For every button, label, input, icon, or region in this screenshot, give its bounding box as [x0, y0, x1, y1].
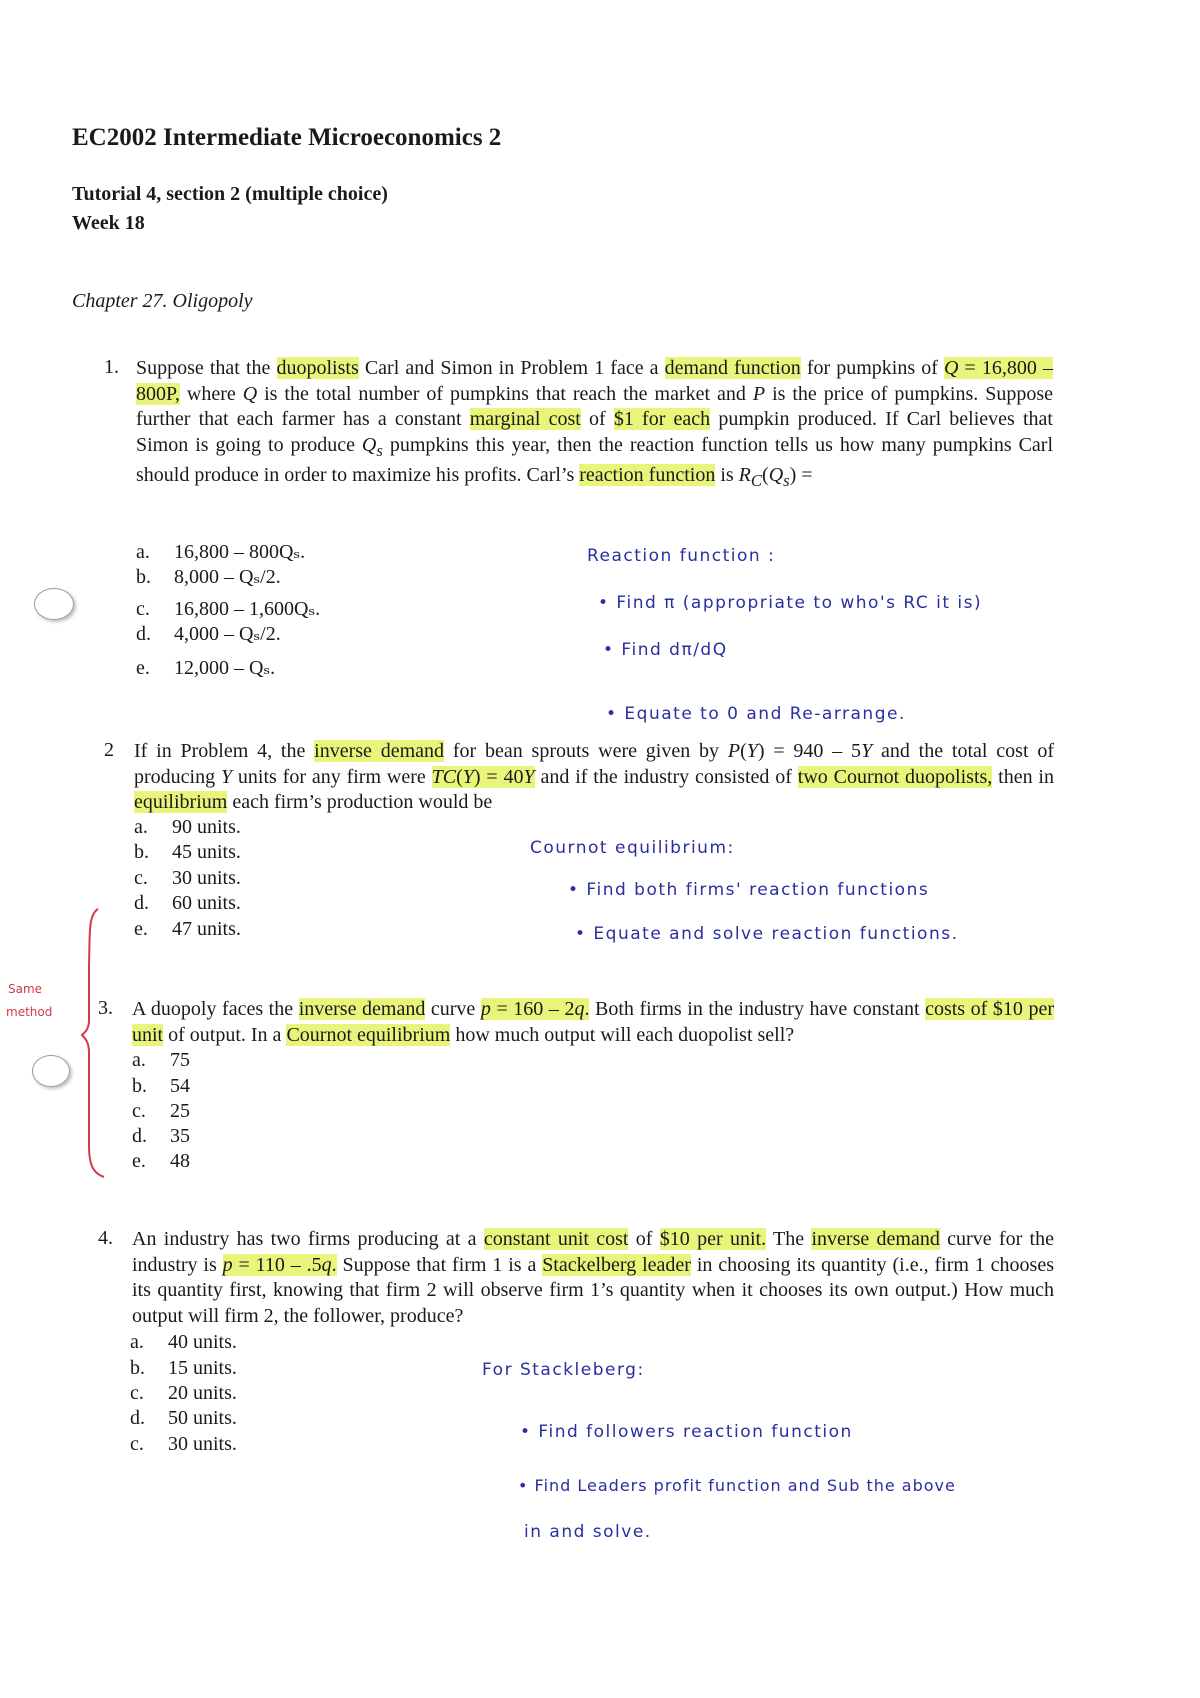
note-q4-line-2: • Find followers reaction function: [520, 1422, 853, 1442]
note-q2-line-2: • Find both firms' reaction functions: [568, 880, 930, 900]
course-title: EC2002 Intermediate Microeconomics 2: [72, 124, 502, 151]
note-q4-line-1: For Stackleberg:: [482, 1360, 645, 1380]
q1-option-d[interactable]: d. 4,000 – Qₛ/2.: [136, 623, 281, 645]
note-q1-line-4: • Equate to 0 and Re-arrange.: [606, 704, 906, 724]
q4-option-d[interactable]: d. 50 units.: [130, 1407, 237, 1429]
q2-option-e[interactable]: e. 47 units.: [134, 918, 241, 940]
question-1-number: 1.: [104, 356, 119, 378]
q2-option-a[interactable]: a. 90 units.: [134, 816, 241, 838]
chapter-heading: Chapter 27. Oligopoly: [72, 290, 253, 312]
question-4-text: An industry has two firms producing at a constant unit cost of $10 per unit. The inverse demand curve for the industry is p = 110 – .5q. Suppose that firm 1 is a Stackelberg leader in choosing its quantity (i.e., firm 1 chooses its quantity first, knowing that firm 2 will observe firm 1’s quantity when it chooses its own output.) How much output will firm 2, the follower, produce?: [132, 1228, 1054, 1327]
note-q1-line-2: • Find π (appropriate to who's RC it is): [598, 593, 983, 613]
note-q2-line-1: Cournot equilibrium:: [530, 838, 735, 858]
q4-option-c[interactable]: c. 20 units.: [130, 1382, 237, 1404]
q3-option-d[interactable]: d. 35: [132, 1125, 190, 1147]
q1-option-a[interactable]: a. 16,800 – 800Qₛ.: [136, 541, 306, 563]
q4-option-a[interactable]: a. 40 units.: [130, 1331, 237, 1353]
tutorial-heading: Tutorial 4, section 2 (multiple choice): [72, 183, 388, 205]
margin-note-line-2: method: [6, 1005, 53, 1019]
q4-option-b[interactable]: b. 15 units.: [130, 1357, 237, 1379]
question-1-text: Suppose that the duopolists Carl and Simon in Problem 1 face a demand function for pumpkins of Q = 16,800 – 800P, where Q is the total number of pumpkins that reach the market and P is the price of pumpkins. Suppose further that each farmer has a constant marginal cost of $1 for each pumpkin produced. If Carl believes that Simon is going to produce $Q_s$ pumpkins this year, then the reaction function tells us how many pumpkins Carl should produce in order to maximize his profits. Carl’s reaction function is $R_C(Q_s)$ =: [136, 357, 1054, 490]
note-q2-line-3: • Equate and solve reaction functions.: [575, 924, 959, 944]
question-2-number: 2: [104, 739, 114, 761]
question-3-text: A duopoly faces the inverse demand curve p = 160 – 2q. Both firms in the industry have constant costs of $10 per unit of output. In a Cournot equilibrium how much output will each duopolist sell?: [132, 998, 1054, 1046]
answer-circle-q3: [32, 1055, 70, 1087]
q1-option-b[interactable]: b. 8,000 – Qₛ/2.: [136, 566, 281, 588]
answer-circle-q1: [34, 588, 74, 620]
q4-option-e[interactable]: c. 30 units.: [130, 1433, 237, 1455]
q3-option-e[interactable]: e. 48: [132, 1150, 190, 1172]
q3-option-a[interactable]: a. 75: [132, 1049, 190, 1071]
week-heading: Week 18: [72, 212, 145, 234]
q2-option-c[interactable]: c. 30 units.: [134, 867, 241, 889]
q2-option-d[interactable]: d. 60 units.: [134, 892, 241, 914]
q3-option-b[interactable]: b. 54: [132, 1075, 190, 1097]
q1-option-c[interactable]: c. 16,800 – 1,600Qₛ.: [136, 598, 321, 620]
q2-option-b[interactable]: b. 45 units.: [134, 841, 241, 863]
margin-note-line-1: Same: [8, 982, 43, 996]
question-2-text: If in Problem 4, the inverse demand for bean sprouts were given by P(Y) = 940 – 5Y and the total cost of producing Y units for any firm were TC(Y) = 40Y and if the industry consisted of two Cournot duopolists, then in equilibrium each firm’s production would be: [134, 740, 1054, 813]
question-4-number: 4.: [98, 1227, 113, 1249]
note-q4-line-4: in and solve.: [524, 1522, 652, 1542]
note-q1-line-3: • Find dπ/dQ: [603, 640, 728, 660]
note-q1-line-1: Reaction function :: [587, 546, 776, 566]
margin-bracket: [80, 905, 120, 1185]
note-q4-line-3: • Find Leaders profit function and Sub the above: [518, 1476, 956, 1495]
q3-option-c[interactable]: c. 25: [132, 1100, 190, 1122]
question-3-number: 3.: [98, 997, 113, 1019]
q1-option-e[interactable]: e. 12,000 – Qₛ.: [136, 657, 276, 679]
